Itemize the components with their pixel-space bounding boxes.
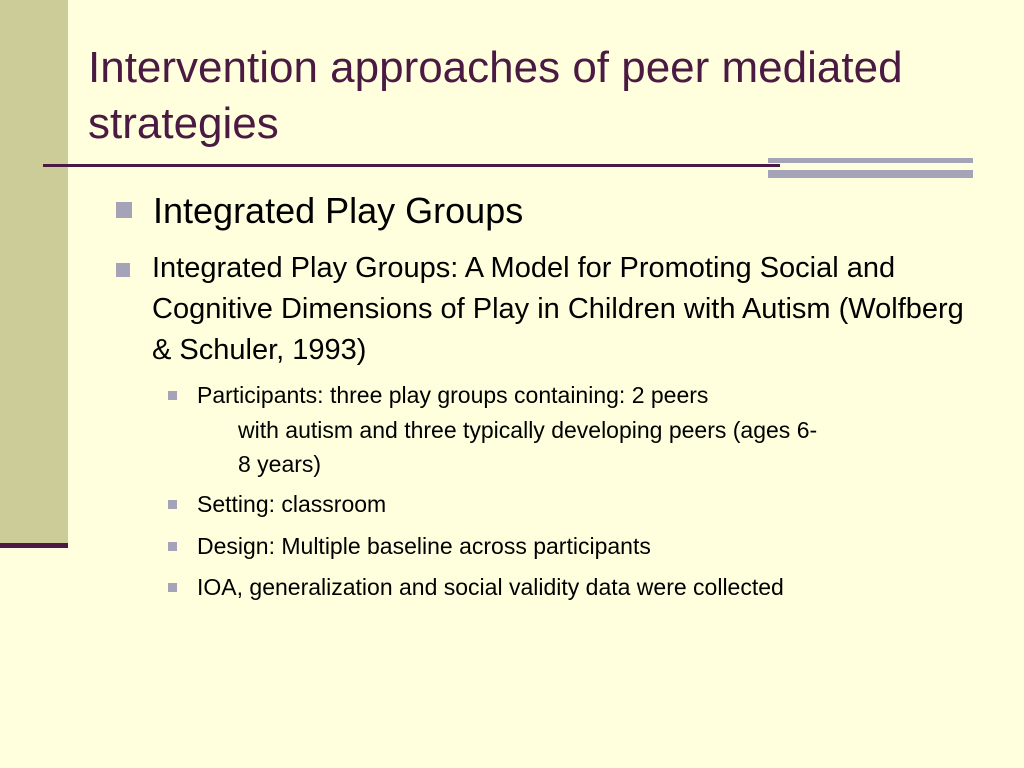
square-bullet-icon <box>168 583 177 592</box>
square-bullet-icon <box>168 542 177 551</box>
square-bullet-icon <box>116 263 130 277</box>
sub-bullet-design: Design: Multiple baseline across participants <box>197 533 651 559</box>
square-bullet-icon <box>168 500 177 509</box>
sub-bullet-participants-line1: Participants: three play groups containing: 2 peers <box>197 382 709 408</box>
slide-title: Intervention approaches of peer mediated strategies <box>88 43 903 148</box>
bullet-model-citation: Integrated Play Groups: A Model for Promoting Social and Cognitive Dimensions of Play in Children with Autism (Wolfberg & Schuler, 1993) <box>152 252 964 366</box>
sub-bullet-participants-line2: with autism and three typically developing peers (ages 6- <box>238 417 818 443</box>
bullet-integrated-play-groups: Integrated Play Groups <box>153 190 524 231</box>
sub-bullet-ioa: IOA, generalization and social validity data were collected <box>197 574 784 600</box>
sub-bullet-setting: Setting: classroom <box>197 491 387 517</box>
square-bullet-icon <box>116 202 132 218</box>
sub-bullet-participants-line3: 8 years) <box>238 451 322 477</box>
square-bullet-icon <box>168 391 177 400</box>
